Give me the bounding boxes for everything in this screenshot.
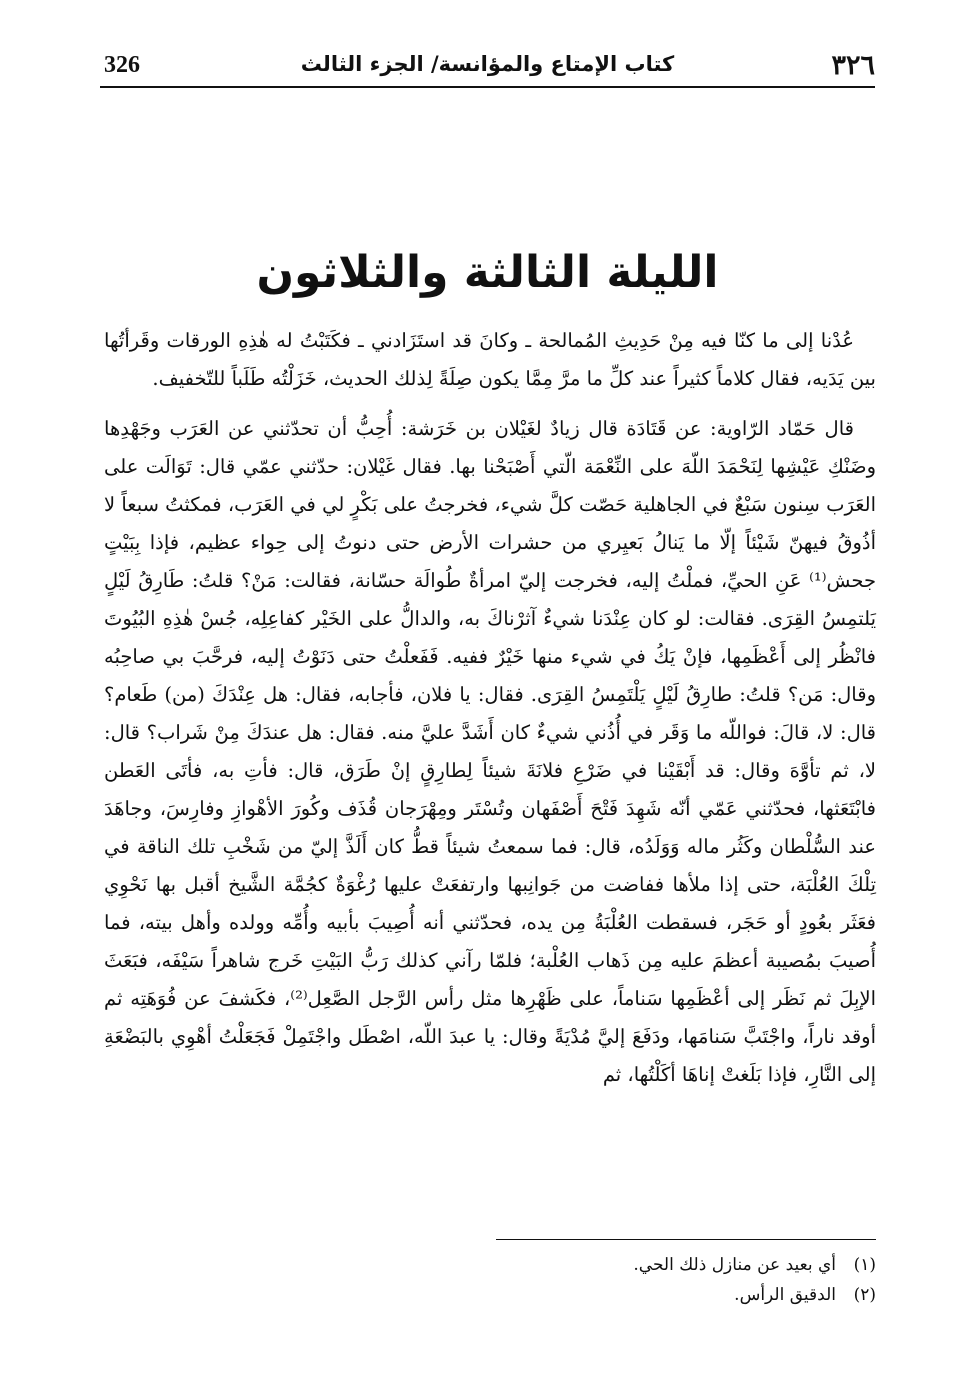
paragraph: عُدْنا إلى ما كنّا فيه مِنْ حَدِيثِ المُمالحة ـ وكانَ قد استَزَادني ـ فكَتَبْتُ له هٰذِهِ الورقات وقَرأتُها بين يَدَيه، فقال كلاماً كثيراً عند كلِّ ما مرَّ مِمَّا يكون صِلَةً لِذلك الحديث، خَزَلْتُه طَلَباً للتّخفيف. [104, 329, 876, 390]
paragraph: قال حَمّاد الرّاوية: عن قَتَادَة قال زيادٌ لغَيْلان بن خَرَشة: أُحِبُّ أن تحدّثني عن العَرَب وجَهْدِها وضَنْكِ عَيْشِها لِنَحْمَدَ اللّهَ على النِّعْمَة الّتي أَصْبَحْنا بها. فقال غَيْلان: حدّثني عمّي قال: تَوَالَت على العَرَب سِنون سَبْعٌ في الجاهلية حَصّت كلَّ شيء، فخرجتُ على بَكْرٍ لي في العَرَب، فمكثتُ سبعاً لا أذُوقُ فيهنّ شَيْئاً إلّا ما يَنالُ بَعيِري من حشرات الأرض حتى دنوتُ إلى حِواء عظيم، فإذا بِبَيْتٍ جحش⁽¹⁾ عَنِ الحيِّ، فملْتُ إليه، فخرجت إليّ امرأةٌ طُوالَة حسّانة، فقالت: مَنْ؟ قلتُ: طَارِقُ لَيْلٍ يَلتمِسُ القِرَى. فقالت: لو كان عِنْدَنا شيءٌ آثرْناكَ به، والدالُّ على الخَيْر كفاعِلِه، جُسْ هٰذِهِ البُيُوتَ فانْظُر إلى أَعْظَمِها، فإنْ يَكُ في شيء منها خَيْرٌ ففيه. فَفَعلْتُ حتى دَنَوْتُ إليه، فرحَّبَ بي صاحِبُه وقال: مَن؟ قلتُ: طارِقُ لَيْلٍ يَلْتَمِسُ القِرَى. فقال: يا فلان، فأجابه، فقال: هل عِنْدَكَ (من) طَعام؟ قال: لا، قالَ: فواللّه ما وَقَر في أُذُني شيءٌ كان أَشَدَّ عليَّ منه. فقال: هل عندَكَ مِنْ شَراب؟ قال: لا، ثم تأوَّهَ وقال: قد أَبْقَيْنا في ضَرْعِ فلانَةَ شيئاً لِطارِقٍ إنْ طَرَق، قال: فأتِ به، فأتَى العَطن فابْتَعَثها، فحدّثني عَمّي أنّه شَهِدَ فَتْحَ أَصْفَهان وتُسْتَر ومِهْرَجان قُذَف وكُورَ الأهْوازِ وفارِسَ، وجاهَدَ عند السُّلْطان وكَثُر ماله وَوَلَدُه، قال: فما سمعتُ شيئاً قطُّ كان أَلَذَّ إليّ من شَخْبِ تلك الناقة في تِلْكَ العُلْبَة، حتى إذا ملأها ففاضت من جَوانِبها وارتفعَتْ عليها رُغْوَةٌ كجُمَّة الشَّيخ أقبل بها نَحْوِي فعَثَر بعُودٍ أو حَجَر، فسقطت العُلْبَةُ مِن يده، فحدّثني أنه أُصِيبَ بأبيه وأُمِّه وولده وأهل بيته، فما أُصيبَ بمُصيبة أعظمَ عليه مِن ذَهاب العُلْبة؛ فلمّا رآني كذلك رَبُّ البَيْتِ خَرج شاهراً سَيْفَه، فبَعَثَ الإبِلَ ثم نَظَر إلى أعْظَمِها سَناماً، على ظَهْرِها مثل رأس الرَّجل الصَّعِل⁽²⁾، فكَشفَ عن فُوَهَتِه ثم أوقد ناراً، واجْتَبَّ سَنامَها، ودَفَعَ إليَّ مُدْيَةً وقال: يا عبدَ اللّه، اصْطَل واجْتَمِلْ فَجَعَلْتُ أهْوِي بالبَضْعَةِ إلى النَّارِ، فإذا بَلَغتْ إناهَا أكَلْتُها، ثم [104, 417, 877, 1086]
page-number-latin: 326 [104, 52, 140, 78]
page-number-arabic: ٣٢٦ [831, 50, 875, 81]
footnote-separator [496, 1239, 876, 1240]
chapter-title: الليلة الثالثة والثلاثون [256, 247, 719, 298]
running-header [100, 44, 875, 86]
footnote-text: الدقيق الرأس. [734, 1285, 836, 1305]
footnote [104, 1250, 876, 1280]
header-rule [100, 86, 875, 88]
footnote [104, 1280, 876, 1310]
running-title: كتاب الإمتاع والمؤانسة/ الجزء الثالث [300, 52, 675, 76]
body-text [104, 322, 876, 1094]
footnotes [104, 1250, 876, 1310]
footnote-number: (٢) [853, 1285, 876, 1305]
footnote-number: (١) [853, 1255, 876, 1275]
footnote-text: أي بعيد عن منازل ذلك الحي. [633, 1255, 836, 1275]
